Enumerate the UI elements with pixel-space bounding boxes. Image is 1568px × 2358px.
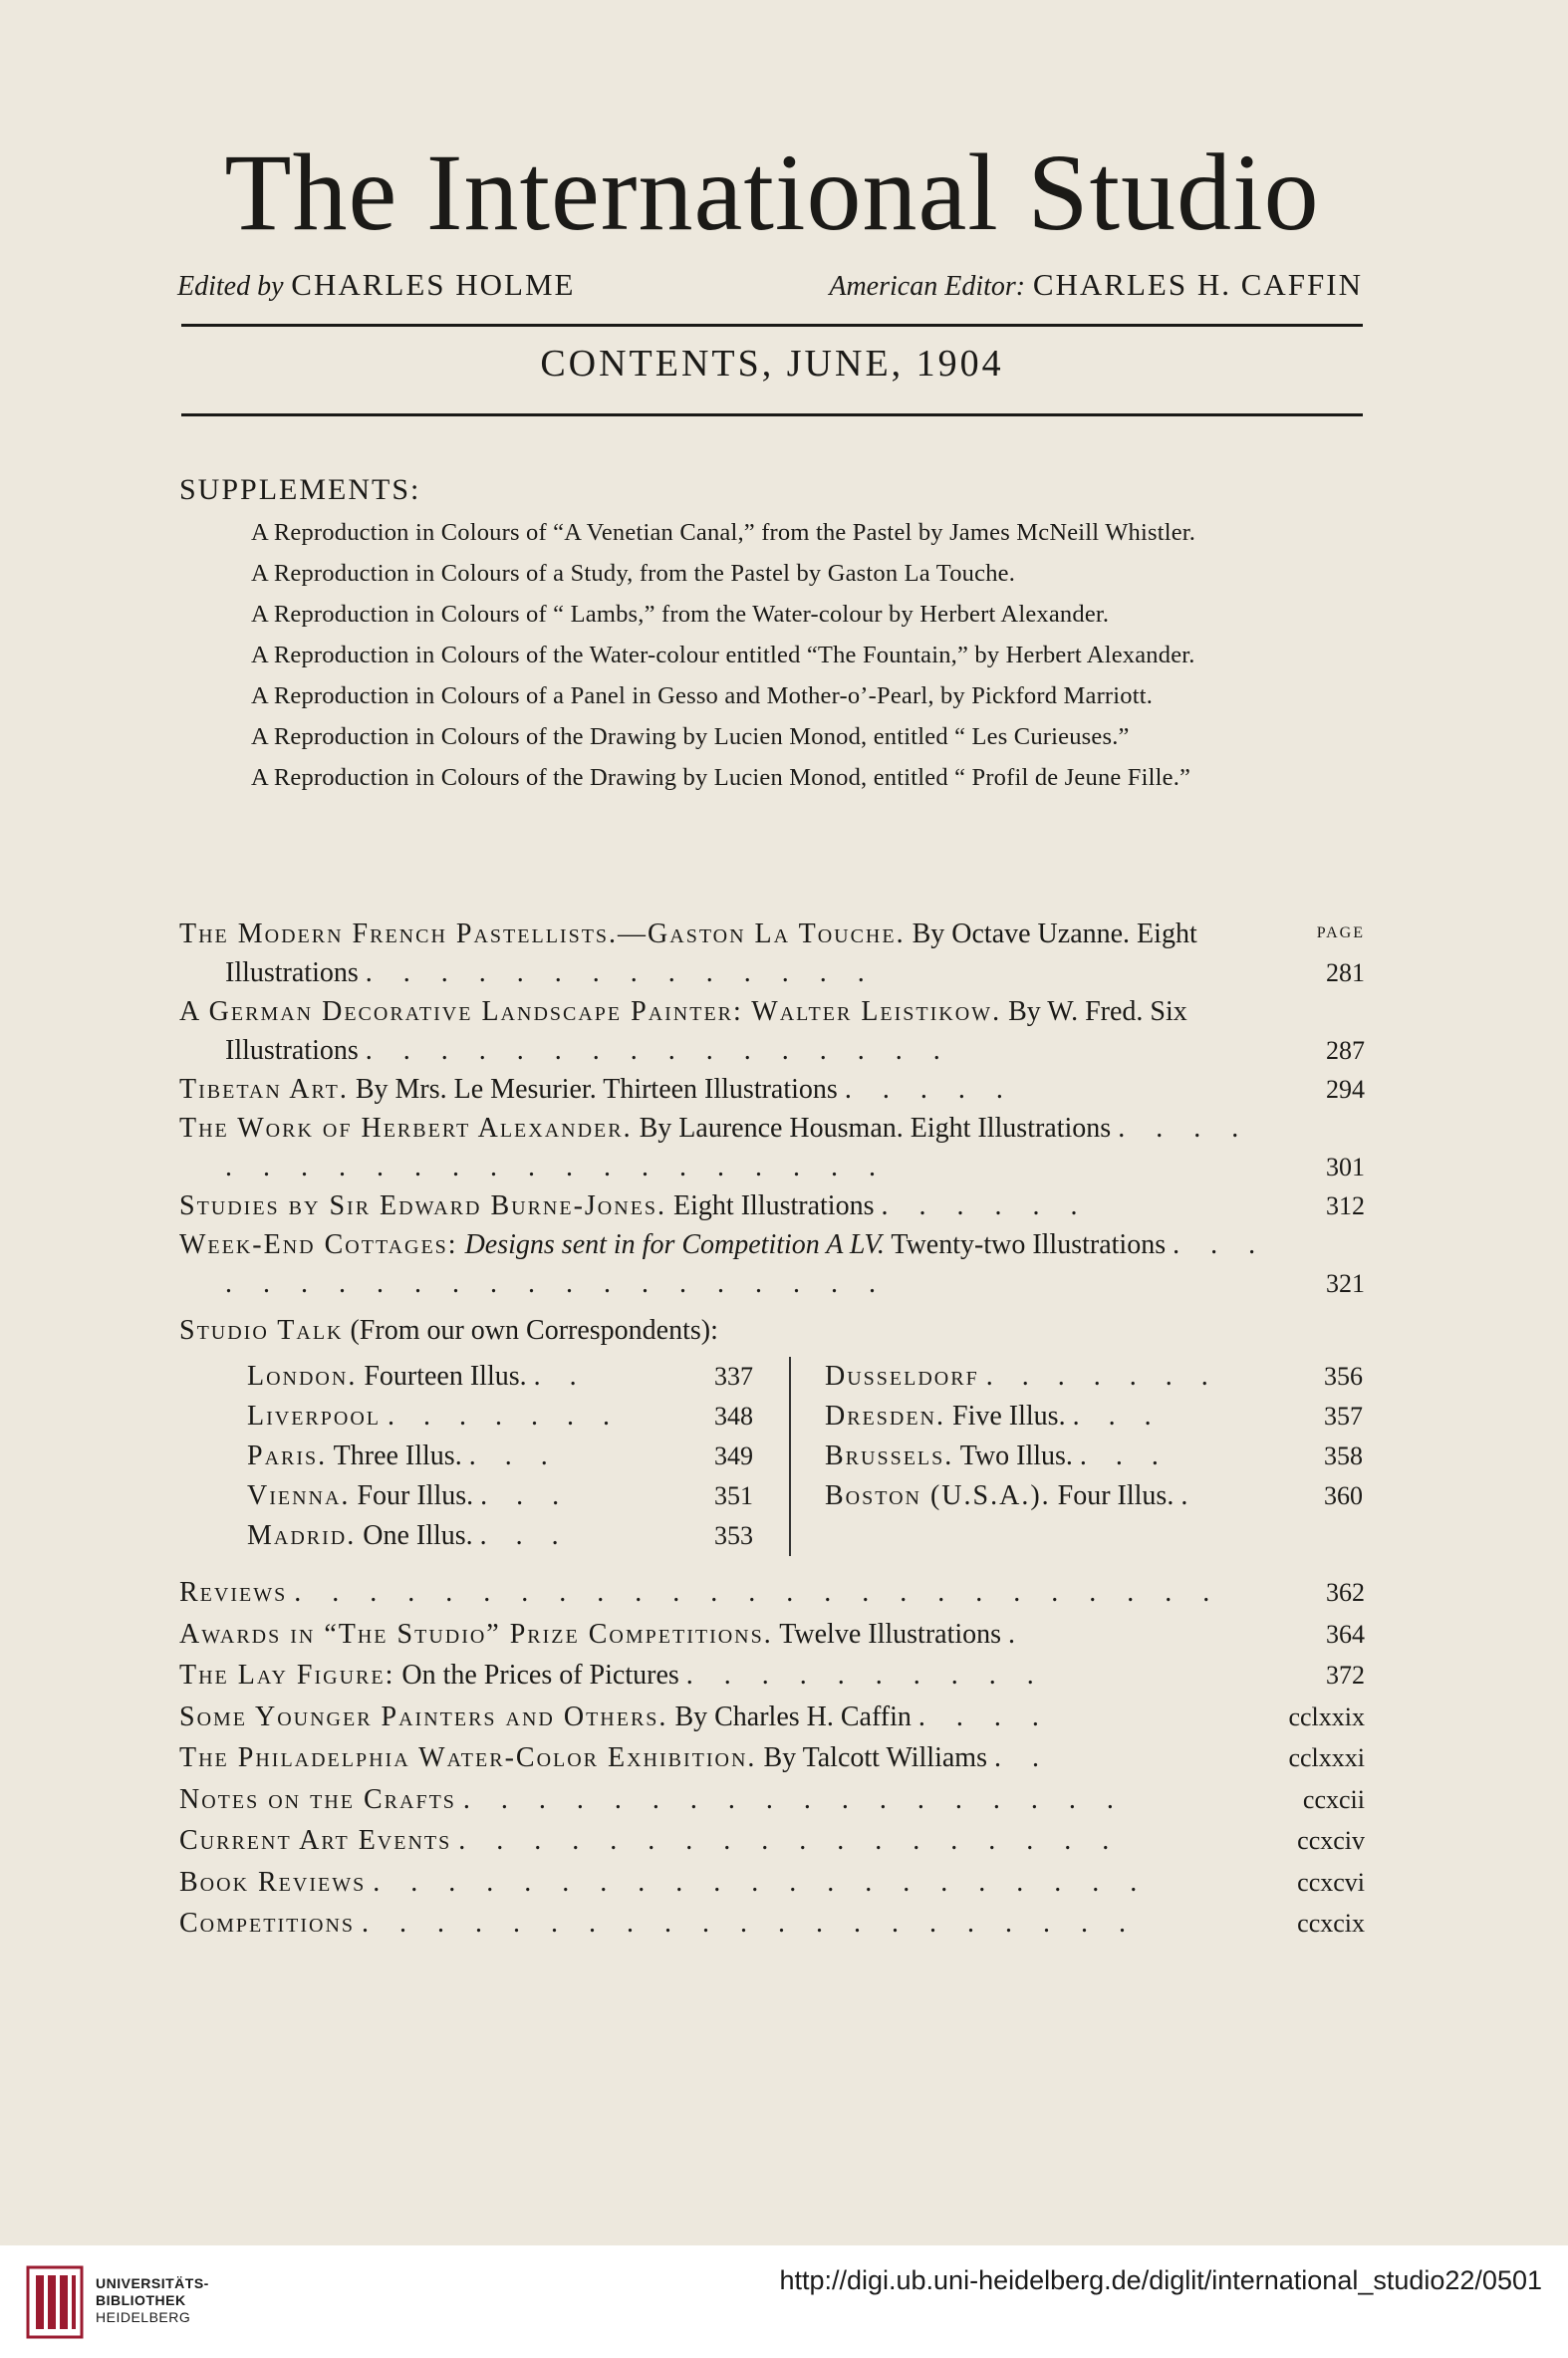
toc-entry-title: The Work of Herbert Alexander. (179, 1113, 633, 1144)
city-detail: Fourteen Illus. (364, 1361, 527, 1392)
supplement-item: A Reproduction in Colours of a Study, from the Pastel by Gaston La Touche. (251, 560, 1016, 587)
supplement-item: A Reproduction in Colours of the Drawing by Lucien Monod, entitled “ Profil de Jeune Fille.” (251, 764, 1191, 791)
studio-talk-entry: Liverpool . . . . . . . 348 (247, 1397, 753, 1437)
toc-entry-title: Current Art Events (179, 1825, 452, 1856)
studio-talk-entry: Paris. Three Illus. . . . 349 (247, 1437, 753, 1476)
studio-talk-entry: Boston (U.S.A.). Four Illus. . 360 (825, 1476, 1363, 1516)
editors-line (177, 267, 1363, 307)
toc-entry: The Modern French Pastellists.—Gaston La Touche. By Octave Uzanne. Eight Illustrations . . . . . . . . . . . . . . 281 (179, 915, 1365, 992)
city-name: Dresden. (825, 1401, 946, 1432)
toc-entry-detail: By Talcott Williams (763, 1742, 987, 1773)
toc-entry-page: cclxxxi (1288, 1743, 1365, 1772)
city-detail: Four Illus. (1057, 1480, 1175, 1511)
city-page: 358 (1324, 1441, 1363, 1470)
american-editor-label: American Editor: (829, 271, 1026, 302)
supplement-item: A Reproduction in Colours of the Water-colour entitled “The Fountain,” by Herbert Alexander. (251, 642, 1195, 668)
toc-entry-italic: Designs sent in for Competition A LV. (464, 1229, 885, 1260)
toc-entry: Week-End Cottages: Designs sent in for Competition A LV. Twenty-two Illustrations . . . . . . . . . . . . . . . . . . . . . 321 (179, 1225, 1365, 1303)
toc-entry-title: Tibetan Art. (179, 1074, 349, 1105)
city-name: Dusseldorf (825, 1361, 979, 1392)
toc-entry-title: The Philadelphia Water-Color Exhibition. (179, 1742, 757, 1773)
editor-credit (177, 267, 575, 303)
city-page: 351 (714, 1481, 753, 1510)
toc-entry: Awards in “The Studio” Prize Competitions. Twelve Illustrations . 364 (179, 1614, 1365, 1656)
divider-rule (181, 413, 1363, 416)
studio-talk-entry: Madrid. One Illus. . . . 353 (247, 1516, 753, 1556)
toc-entry: The Lay Figure: On the Prices of Pictures . . . . . . . . . . 372 (179, 1655, 1365, 1697)
toc-entry-page: ccxcii (1302, 1784, 1365, 1814)
toc-entry-page: 312 (1326, 1191, 1365, 1220)
city-detail: Two Illus. (959, 1441, 1073, 1471)
studio-talk-heading (179, 1315, 718, 1347)
toc-entry-detail: By Laurence Housman. Eight Illustrations (639, 1113, 1112, 1144)
toc-entry-page: 321 (1326, 1269, 1365, 1298)
studio-talk-entry: Brussels. Two Illus. . . . 358 (825, 1437, 1363, 1476)
toc-entry-page: 281 (1326, 958, 1365, 987)
studio-talk-entry: London. Fourteen Illus. . . 337 (247, 1357, 753, 1397)
table-of-contents (179, 915, 1365, 1303)
city-page: 356 (1324, 1362, 1363, 1391)
supplement-item: A Reproduction in Colours of a Panel in Gesso and Mother-o’-Pearl, by Pickford Marriott. (251, 682, 1154, 709)
toc-entry-title: The Lay Figure: (179, 1660, 395, 1691)
city-page: 357 (1324, 1402, 1363, 1431)
city-detail: Three Illus. (333, 1441, 462, 1471)
university-library-logo-icon (26, 2265, 84, 2339)
city-detail: One Illus. (363, 1520, 473, 1551)
toc-entry-page: 287 (1326, 1036, 1365, 1065)
toc-entry-title: Reviews (179, 1577, 288, 1608)
toc-entry: Competitions . . . . . . . . . . . . . . . . . . . . . ccxcix (179, 1903, 1365, 1945)
toc-entry-page: cclxxix (1288, 1702, 1365, 1731)
toc-entry: Some Younger Painters and Others. By Charles H. Caffin . . . . cclxxix (179, 1697, 1365, 1738)
toc-entry-title: Week-End Cottages: (179, 1229, 458, 1260)
toc-entry: Reviews . . . . . . . . . . . . . . . . . . . . . . . . . 362 (179, 1572, 1365, 1614)
city-detail: Four Illus. (357, 1480, 474, 1511)
studio-talk-entry: Vienna. Four Illus. . . . 351 (247, 1476, 753, 1516)
toc-entry-title: The Modern French Pastellists.—Gaston La Touche. (179, 918, 906, 949)
toc-entry-detail: By Octave Uzanne. Eight Illustrations (225, 918, 1197, 988)
toc-entry: A German Decorative Landscape Painter: Walter Leistikow. By W. Fred. Six Illustrations . . . . . . . . . . . . . . . . 287 (179, 992, 1365, 1070)
city-page: 349 (714, 1441, 753, 1470)
library-name (96, 2275, 209, 2326)
toc-entry-detail: By W. Fred. Six Illustrations (225, 996, 1187, 1066)
contents-heading: CONTENTS, JUNE, 1904 (540, 343, 1004, 385)
city-detail: Five Illus. (952, 1401, 1066, 1432)
city-page: 353 (714, 1521, 753, 1550)
american-editor-name: CHARLES H. CAFFIN (1032, 267, 1363, 302)
supplement-item: A Reproduction in Colours of “ Lambs,” from the Water-colour by Herbert Alexander. (251, 601, 1110, 628)
studio-talk-right-column (825, 1357, 1363, 1516)
toc-entry-title: Some Younger Painters and Others. (179, 1701, 668, 1732)
studio-talk-entry: Dusseldorf . . . . . . . 356 (825, 1357, 1363, 1397)
library-name-line: BIBLIOTHEK (96, 2292, 186, 2308)
supplement-item: A Reproduction in Colours of the Drawing by Lucien Monod, entitled “ Les Curieuses.” (251, 723, 1130, 750)
studio-talk-left-column (247, 1357, 753, 1556)
toc-entry: The Philadelphia Water-Color Exhibition. By Talcott Williams . . cclxxxi (179, 1737, 1365, 1779)
library-name-line: HEIDELBERG (96, 2309, 191, 2325)
library-name-line: UNIVERSITÄTS- (96, 2275, 209, 2291)
city-page: 360 (1324, 1481, 1363, 1510)
toc-entry-title: A German Decorative Landscape Painter: Walter Leistikow. (179, 996, 1002, 1027)
studio-talk-entry: Dresden. Five Illus. . . . 357 (825, 1397, 1363, 1437)
toc-entry-title: Notes on the Crafts (179, 1783, 456, 1815)
magazine-title: The International Studio (224, 131, 1320, 253)
city-name: Paris. (247, 1441, 328, 1471)
toc-entry-page: 301 (1326, 1153, 1365, 1181)
toc-entry: Notes on the Crafts . . . . . . . . . . . . . . . . . . ccxcii (179, 1779, 1365, 1821)
toc-entry-page: ccxciv (1297, 1826, 1365, 1855)
supplement-item: A Reproduction in Colours of “A Venetian Canal,” from the Pastel by James McNeill Whistler. (251, 519, 1196, 546)
city-name: London. (247, 1361, 358, 1392)
toc-entry-detail: On the Prices of Pictures (401, 1660, 679, 1691)
toc-entry-detail: By Mrs. Le Mesurier. Thirteen Illustrations (355, 1074, 838, 1105)
supplements-list (251, 518, 1362, 804)
editor-name: CHARLES HOLME (291, 267, 576, 302)
toc-entry-detail: Twelve Illustrations (779, 1618, 1002, 1650)
toc-entry-page: 294 (1326, 1075, 1365, 1104)
toc-entry: Book Reviews . . . . . . . . . . . . . . . . . . . . . ccxcvi (179, 1862, 1365, 1904)
edited-by-label: Edited by (177, 271, 284, 302)
page-column-label: PAGE (1316, 924, 1365, 941)
toc-entry-title: Competitions (179, 1908, 356, 1939)
permalink-url[interactable]: http://digi.ub.uni-heidelberg.de/diglit/international_studio22/0501 (779, 2265, 1542, 2295)
toc-entry: Tibetan Art. By Mrs. Le Mesurier. Thirteen Illustrations . . . . . 294 (179, 1070, 1365, 1109)
city-name: Boston (U.S.A.). (825, 1480, 1051, 1511)
city-page: 348 (714, 1402, 753, 1431)
toc-entry-page: 372 (1326, 1661, 1365, 1690)
divider-rule (181, 324, 1363, 327)
studio-talk-title: Studio Talk (179, 1315, 344, 1346)
toc-entry: Current Art Events . . . . . . . . . . . . . . . . . . ccxciv (179, 1820, 1365, 1862)
supplements-heading: SUPPLEMENTS: (179, 473, 421, 506)
column-divider (789, 1357, 791, 1556)
toc-entry-page: 364 (1326, 1619, 1365, 1649)
studio-talk-subtitle: (From our own Correspondents): (350, 1315, 718, 1346)
table-of-contents-continued (179, 1572, 1365, 1945)
toc-entry-title: Awards in “The Studio” Prize Competitions. (179, 1618, 773, 1650)
city-name: Vienna. (247, 1480, 351, 1511)
american-editor-credit (829, 267, 1363, 303)
digital-library-footer (0, 2245, 1568, 2358)
toc-entry-detail: Eight Illustrations (673, 1190, 875, 1221)
toc-entry-title: Book Reviews (179, 1866, 367, 1898)
toc-entry: The Work of Herbert Alexander. By Laurence Housman. Eight Illustrations . . . . . . . . . . . . . . . . . . . . . . 301 (179, 1109, 1365, 1186)
toc-entry-page: 362 (1326, 1578, 1365, 1607)
city-name: Brussels. (825, 1441, 954, 1471)
city-name: Madrid. (247, 1520, 357, 1551)
toc-entry-detail: Twenty-two Illustrations (891, 1229, 1167, 1260)
toc-entry-page: ccxcix (1297, 1909, 1365, 1938)
city-name: Liverpool (247, 1401, 381, 1432)
toc-entry-title: Studies by Sir Edward Burne-Jones. (179, 1190, 667, 1221)
city-page: 337 (714, 1362, 753, 1391)
toc-entry: Studies by Sir Edward Burne-Jones. Eight Illustrations . . . . . . 312 (179, 1186, 1365, 1225)
toc-entry-detail: By Charles H. Caffin (674, 1701, 912, 1732)
toc-entry-page: ccxcvi (1297, 1867, 1365, 1897)
